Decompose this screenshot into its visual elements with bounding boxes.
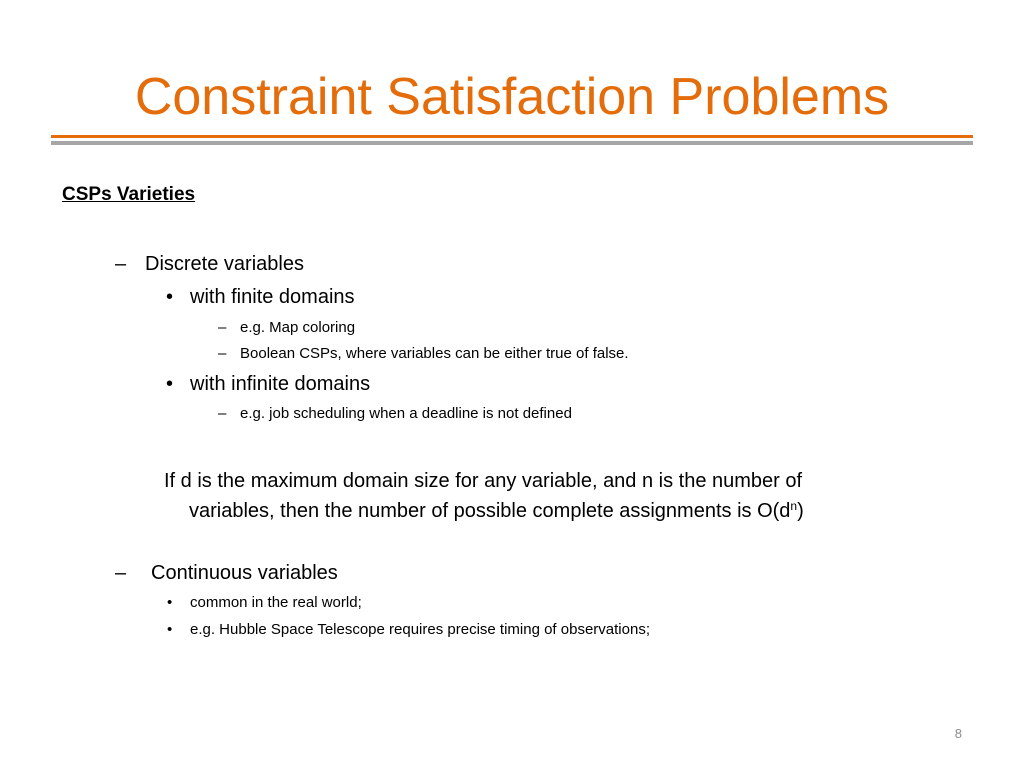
- list-item-boolean-csps: Boolean CSPs, where variables can be either true of false.: [240, 345, 629, 362]
- list-item-infinite-domains: with infinite domains: [190, 373, 371, 395]
- title-divider-orange: [51, 135, 973, 138]
- bullet-marker: •: [166, 373, 174, 395]
- section-heading: CSPs Varieties: [62, 184, 196, 205]
- list-item-map-coloring: e.g. Map coloring: [240, 319, 356, 336]
- paragraph-line-2-end: ): [797, 500, 804, 522]
- title-divider-gray: [51, 141, 973, 145]
- dash-marker: –: [218, 319, 227, 336]
- list-item-finite-domains: with finite domains: [190, 286, 355, 308]
- exponent: n: [790, 499, 798, 513]
- assignment-count-paragraph: [164, 466, 934, 526]
- paragraph-line-2-text: variables, then the number of possible complete assignments is O(d: [189, 500, 791, 522]
- dash-marker: –: [115, 562, 127, 584]
- bullet-marker: •: [166, 286, 174, 308]
- list-item-hubble: e.g. Hubble Space Telescope requires precise timing of observations;: [190, 621, 650, 638]
- bullet-marker: •: [167, 594, 173, 611]
- list-item-job-scheduling: e.g. job scheduling when a deadline is not defined: [240, 405, 572, 422]
- dash-marker: –: [218, 405, 227, 422]
- slide-title: Constraint Satisfaction Problems: [134, 68, 890, 126]
- page-number: 8: [954, 726, 962, 741]
- list-item-real-world: common in the real world;: [190, 594, 362, 611]
- bullet-marker: •: [167, 621, 173, 638]
- dash-marker: –: [218, 345, 227, 362]
- list-item-discrete-variables: Discrete variables: [145, 253, 304, 275]
- paragraph-line-2: [164, 496, 934, 526]
- list-item-continuous-variables: Continuous variables: [151, 562, 338, 584]
- paragraph-line-1: If d is the maximum domain size for any variable, and n is the number of: [164, 470, 803, 492]
- dash-marker: –: [115, 253, 127, 275]
